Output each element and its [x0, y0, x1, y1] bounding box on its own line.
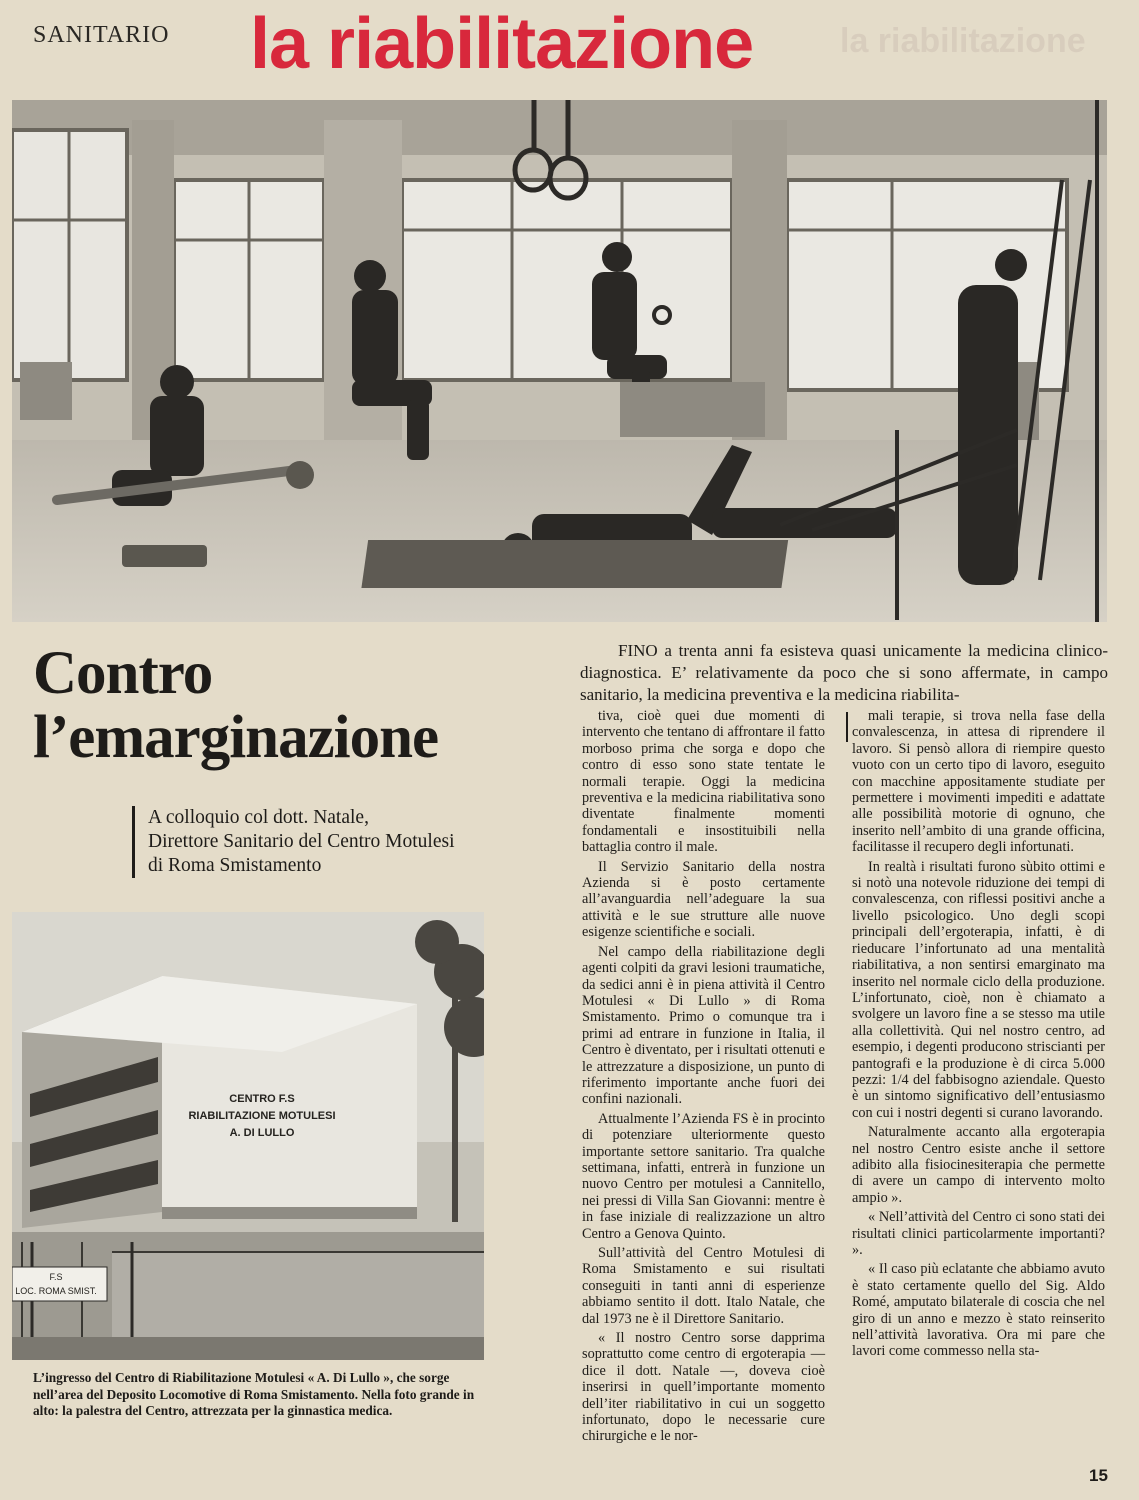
paragraph: Attualmente l’Azienda FS è in procinto di potenziare ulteriormente questo importante settore sanitario. Tra qualche settimana, infatti, entrerà in funzione un nuovo Centro per motulesi a Cannitello, nei pressi di Villa San Giovanni: mentre è in fase iniziale di realizzazione un altro Centro a Genova Quinto. — [582, 1110, 825, 1242]
lead-paragraph — [580, 640, 1108, 706]
building-sign-line: RIABILITAZIONE MOTULESI — [188, 1110, 336, 1122]
paragraph: Sull’attività del Centro Motulesi di Roma Smistamento e sui risultati conseguiti in tanti anni di esperienze abbiamo sentito il dott. Italo Natale, che dal 1973 ne è il Direttore Sanitario. — [582, 1245, 825, 1327]
building-sign-line: A. DI LULLO — [229, 1127, 295, 1139]
paragraph: tiva, cioè quei due momenti di intervento che tentano di affrontare il fatto morboso prima che sorga e dopo che contro di esso sono state tentate le normali terapie. Oggi la medicina preventiva e la medicina riabilitativa sono diventate finalmente momenti fondamentali e insostituibili nella battaglia contro il male. — [582, 708, 825, 856]
headline: la riabilitazione — [250, 4, 754, 84]
text-column-1 — [582, 708, 825, 1445]
building-photo-icon — [12, 912, 484, 1360]
article-deck — [132, 806, 455, 878]
page-number: 15 — [1089, 1466, 1108, 1485]
deck-line: Direttore Sanitario del Centro Motulesi — [148, 831, 455, 852]
paragraph: Il Servizio Sanitario della nostra Azienda si è posto certamente all’avanguardia nell’adeguare la sua attività e le sue strutture alle nuove esigenze scientifiche e sociali. — [582, 858, 825, 941]
title-line-1: Contro — [33, 640, 213, 707]
paragraph: mali terapie, si trova nella fase della convalescenza, in attesa di riprendere il lavoro. Si pensò allora di riempire questo vuoto con un certo tipo di lavoro, eseguito con macchine appositamente studiate per permettere i movimenti impediti e adattate alle possibilità motorie di ognuno, che inserito nell’ambito di una grande officina, facilitasse il recupero degli infortunati. — [852, 708, 1105, 856]
gate-sign-line: F.S — [49, 1272, 63, 1282]
paragraph: « Il nostro Centro sorse dapprima soprattutto come centro di ergoterapia — dice il dott. Natale —, doveva cioè inserirsi in quell’importante momento dell’iter riabilitativo in cui un soggetto infortunato, dopo le necessarie cure chirurgiche e le nor- — [582, 1330, 825, 1445]
gym-photo-icon — [12, 100, 1107, 622]
paragraph: In realtà i risultati furono sùbito ottimi e si notò una notevole riduzione dei tempi di convalescenza, con riflessi positivi anche a livello psicologico. Uno degli scopi principali dell’ergoterapia, infatti, è di rieducare l’infortunato ad una mentalità riabilitativa, a non sentirsi emarginato ma inserito nel normale ciclo della produzione. L’infortunato, cioè, non è chiamato a svolgere un lavoro fine a se stesso ma utile alla collettività. Qui nel nostro centro, ad esempio, i degenti producono striscianti per pantografi e la produzione è di circa 5.000 pezzi: 1/4 del fabbisogno aziendale. Questo è un sintomo significativo dell’entusiasmo con cui i nostri degenti si curano lavorando. — [852, 858, 1105, 1121]
deck-line: di Roma Smistamento — [148, 855, 322, 876]
gate-sign-line: LOC. ROMA SMIST. — [15, 1286, 97, 1296]
lead-text: FINO a trenta anni fa esisteva quasi unicamente la medicina clinico-diagnostica. E’ relativamente da poco che si sono affermate, in campo sanitario, la medicina preventiva e la medicina riabilita- — [580, 641, 1108, 704]
paragraph: « Il caso più eclatante che abbiamo avuto è stato certamente quello del Sig. Aldo Romé, amputato bilaterale di coscia che nel giro di un anno e mezzo è stato reinserito nell’attività lavorativa. Ora mi pare che lavori come commesso nella sta- — [852, 1261, 1105, 1360]
column-rule — [846, 712, 848, 742]
paragraph: Naturalmente accanto alla ergoterapia nel nostro Centro esiste anche il settore adibito alla fisiocinesiterapia che permette di avere un campo di intervento molto ampio ». — [852, 1124, 1105, 1206]
section-label: SANITARIO — [33, 22, 170, 48]
paragraph: Nel campo della riabilitazione degli agenti colpiti da gravi lesioni traumatiche, da sedici anni è in piena attività il Centro Motulesi « Di Lullo » di Roma Smistamento. Primo o comunque tra i primi ad entrare in funzione in Italia, il Centro è diventato, per i risultati ottenuti e le attrezzature a disposizione, un punto di riferimento importante anche fuori dei confini nazionali. — [582, 943, 825, 1108]
title-line-2: l’emarginazione — [33, 704, 439, 771]
article-title — [33, 642, 438, 770]
text-column-2 — [852, 708, 1105, 1360]
paragraph: « Nell’attività del Centro ci sono stati dei risultati clinici particolarmente importanti? ». — [852, 1209, 1105, 1258]
building-sign-line: CENTRO F.S — [229, 1093, 295, 1105]
photo-caption: L’ingresso del Centro di Riabilitazione Motulesi « A. Di Lullo », che sorge nell’area del Deposito Locomotive di Roma Smistamento. Nella foto grande in alto: la palestra del Centro, attrezzata per la ginnastica medica. — [33, 1370, 475, 1418]
show-through-text: la riabilitazione — [840, 22, 1086, 60]
deck-line: A colloquio col dott. Natale, — [148, 807, 369, 828]
